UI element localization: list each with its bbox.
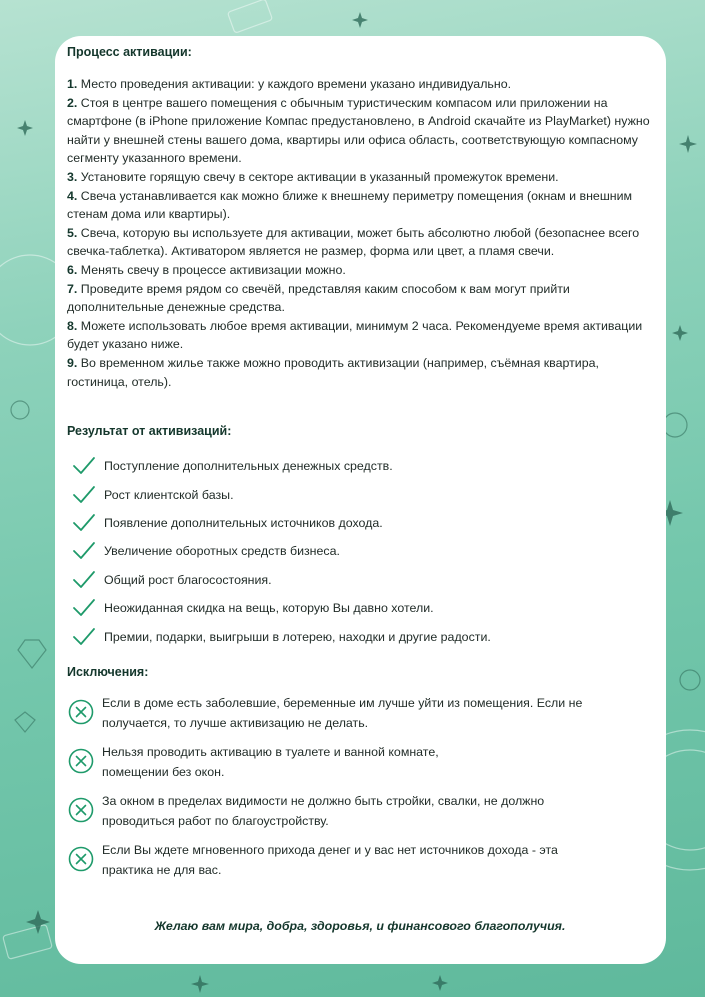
exclusion-line: получается, то лучше активизацию не делать. xyxy=(102,715,369,730)
process-step xyxy=(67,75,653,94)
result-text: Поступление дополнительных денежных средств. xyxy=(104,459,393,474)
process-step xyxy=(67,317,653,354)
checkmark-icon xyxy=(72,627,96,647)
result-text: Появление дополнительных источников дохода. xyxy=(104,516,383,531)
cross-circle-icon xyxy=(68,797,94,823)
checkmark-icon xyxy=(72,598,96,618)
cross-circle-icon xyxy=(68,699,94,725)
exclusion-text xyxy=(102,742,439,782)
result-item xyxy=(67,452,653,480)
step-text: Во временном жилье также можно проводить активизации (например, съёмная квартира, гостиница, отель). xyxy=(67,355,599,389)
results-list xyxy=(67,452,653,651)
exclusions-heading: Исключения: xyxy=(67,664,149,679)
process-step xyxy=(67,168,653,187)
step-number: 7. xyxy=(67,281,78,296)
step-text: Установите горящую свечу в секторе активации в указанный промежуток времени. xyxy=(80,169,559,184)
exclusions-list xyxy=(67,693,653,889)
process-step xyxy=(67,354,653,391)
result-text: Неожиданная скидка на вещь, которую Вы давно хотели. xyxy=(104,601,434,616)
step-text: Проведите время рядом со свечёй, представляя каким способом к вам могут прийти дополнительные денежные средства. xyxy=(67,281,570,315)
exclusion-text xyxy=(102,840,558,880)
step-number: 8. xyxy=(67,318,78,333)
step-number: 5. xyxy=(67,225,78,240)
checkmark-icon xyxy=(72,570,96,590)
closing-wish: Желаю вам мира, добра, здоровья, и финансового благополучия. xyxy=(154,919,566,933)
checkmark-icon xyxy=(72,541,96,561)
step-text: Свеча, которую вы используете для активации, может быть абсолютно любой (безопаснее всего свечка-таблетка). Активатором является не размер, форма или цвет, а пламя свечи. xyxy=(67,225,640,259)
process-step xyxy=(67,187,653,224)
exclusion-text xyxy=(102,791,544,831)
content-card xyxy=(55,36,666,964)
exclusion-line: помещении без окон. xyxy=(102,764,225,779)
step-number: 2. xyxy=(67,95,78,110)
result-text: Премии, подарки, выигрыши в лотерею, находки и другие радости. xyxy=(104,629,491,644)
exclusion-item xyxy=(67,693,653,742)
checkmark-icon xyxy=(72,485,96,505)
step-number: 9. xyxy=(67,355,78,370)
process-step xyxy=(67,94,653,168)
result-item xyxy=(67,566,653,594)
result-item xyxy=(67,622,653,650)
cross-circle-icon xyxy=(68,748,94,774)
step-text: Место проведения активации: у каждого времени указано индивидуально. xyxy=(80,77,512,91)
exclusion-line: проводиться работ по благоустройству. xyxy=(102,813,329,828)
process-step xyxy=(67,280,653,317)
step-text: Стоя в центре вашего помещения с обычным туристическим компасом или приложении на смартфоне (в iPhone приложение Компас предустановлено, в Android скачайте из PlayMarket) нужно найти у внешней стены вашего дома, квартиры или офиса область, соответствующую компасному сегменту указанного времени. xyxy=(67,95,650,166)
step-number: 1. xyxy=(67,77,78,91)
exclusion-item xyxy=(67,840,653,889)
step-text: Можете использовать любое время активации, минимум 2 часа. Рекомендуеме время активации будет указано ниже. xyxy=(67,318,643,352)
result-text: Общий рост благосостояния. xyxy=(104,572,272,587)
result-item xyxy=(67,509,653,537)
content xyxy=(67,45,653,933)
exclusion-line: Если Вы ждете мгновенного прихода денег и у вас нет источников дохода - эта xyxy=(102,842,558,857)
exclusion-text xyxy=(102,693,582,733)
step-text: Менять свечу в процессе активизации можно. xyxy=(80,262,346,277)
cross-circle-icon xyxy=(68,846,94,872)
exclusion-item xyxy=(67,791,653,840)
exclusion-line: Если в доме есть заболевшие, беременные им лучше уйти из помещения. Если не xyxy=(102,695,583,710)
checkmark-icon xyxy=(72,456,96,476)
step-text: Свеча устанавливается как можно ближе к внешнему периметру помещения (окнам и внешним стенам дома или квартиры). xyxy=(67,188,633,222)
exclusion-line: практика не для вас. xyxy=(102,862,222,877)
process-step xyxy=(67,224,653,261)
exclusion-line: За окном в пределах видимости не должно быть стройки, свалки, не должно xyxy=(102,793,545,808)
exclusion-line: Нельзя проводить активацию в туалете и ванной комнате, xyxy=(102,744,439,759)
result-text: Рост клиентской базы. xyxy=(104,487,234,502)
step-number: 4. xyxy=(67,188,78,203)
process-step xyxy=(67,261,653,280)
process-heading: Процесс активации: xyxy=(67,45,192,59)
result-item xyxy=(67,594,653,622)
result-item xyxy=(67,537,653,565)
results-heading: Результат от активизаций: xyxy=(67,424,232,439)
exclusion-item xyxy=(67,742,653,791)
process-steps xyxy=(67,75,653,391)
checkmark-icon xyxy=(72,513,96,533)
result-text: Увеличение оборотных средств бизнеса. xyxy=(104,544,340,559)
step-number: 6. xyxy=(67,262,78,277)
result-item xyxy=(67,480,653,508)
step-number: 3. xyxy=(67,169,78,184)
